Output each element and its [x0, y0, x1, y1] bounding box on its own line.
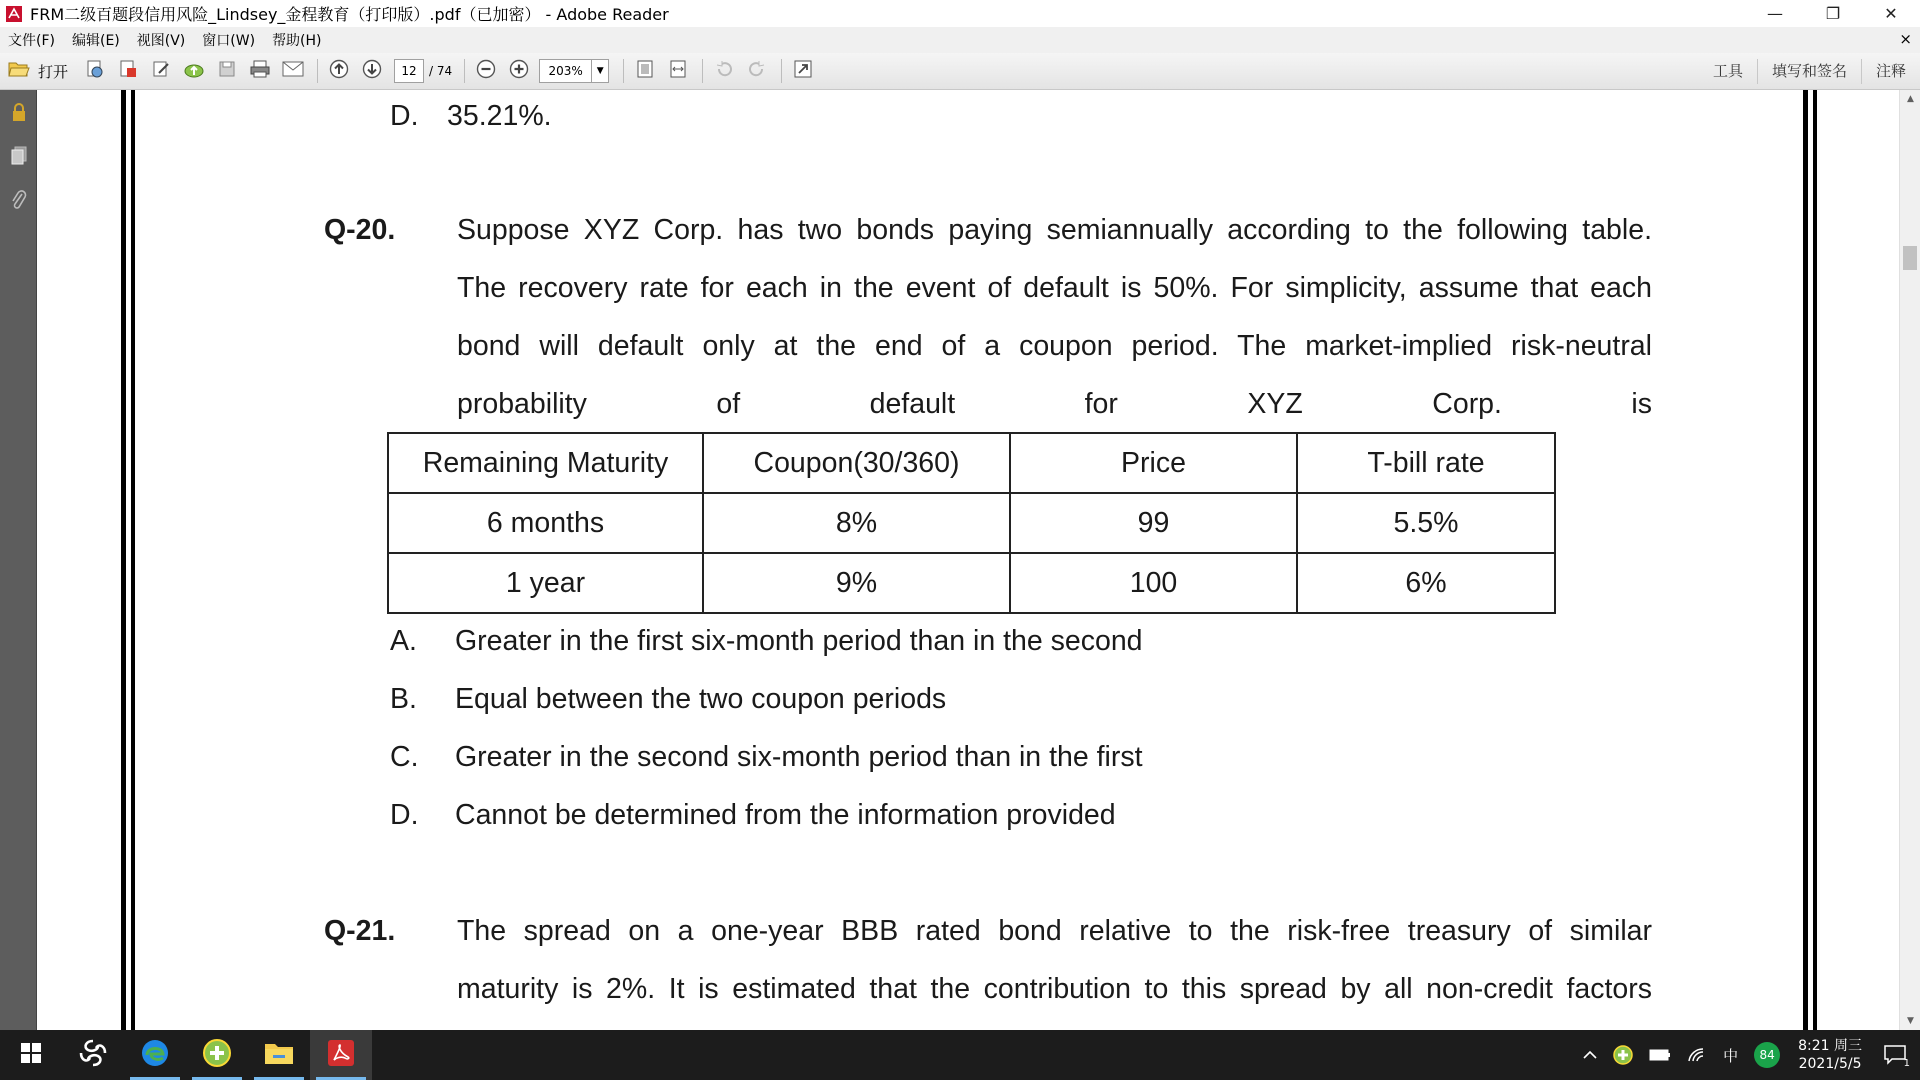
table-row — [388, 493, 1555, 553]
page-total: / 74 — [429, 64, 453, 78]
scroll-up-icon[interactable]: ▲ — [1907, 94, 1914, 104]
plus-circle-icon — [509, 59, 529, 83]
system-tray — [1575, 1030, 1920, 1080]
rotate-left-button[interactable] — [711, 58, 737, 84]
clock[interactable] — [1798, 1037, 1862, 1073]
next-page-button[interactable] — [359, 58, 385, 84]
option-letter: D. — [390, 799, 419, 831]
windows-logo-icon — [21, 1043, 41, 1067]
navigation-panel — [0, 90, 37, 1030]
printer-icon — [249, 59, 271, 83]
fit-width-icon — [668, 59, 688, 83]
previous-page-button[interactable] — [326, 58, 352, 84]
swirl-app-icon — [78, 1038, 108, 1072]
clock-date: 2021/5/5 — [1798, 1056, 1862, 1072]
menu-edit[interactable]: 编辑(E) — [71, 33, 120, 49]
question-21-line: The spread on a one-year BBB rated bond relative to the risk-free treasury of similar — [457, 915, 1652, 947]
menu-window[interactable]: 窗口(W) — [202, 33, 256, 49]
input-method-indicator[interactable]: 中 — [1723, 1046, 1739, 1065]
open-button[interactable] — [8, 60, 68, 82]
battery-level-value: 84 — [1754, 1042, 1780, 1068]
paperclip-icon[interactable] — [0, 178, 37, 222]
save-icon — [218, 60, 236, 82]
save-button[interactable] — [214, 58, 240, 84]
rotate-left-icon — [714, 59, 734, 83]
table-cell: 8% — [703, 493, 1010, 553]
chevron-up-icon[interactable] — [1583, 1050, 1597, 1060]
option-text: Greater in the first six-month period than in the second — [455, 625, 1143, 657]
menu-bar — [0, 27, 1920, 53]
taskbar-app-green[interactable] — [186, 1030, 248, 1080]
export-pdf-icon — [118, 59, 138, 83]
page-number-input[interactable]: 12 — [394, 59, 424, 83]
table-cell: 100 — [1010, 553, 1297, 613]
comment-link[interactable]: 注释 — [1861, 59, 1920, 84]
minimize-button[interactable]: — — [1767, 4, 1783, 23]
start-button[interactable] — [0, 1030, 62, 1080]
rotate-right-icon — [747, 59, 767, 83]
create-pdf-icon — [85, 59, 105, 83]
table-cell: 6% — [1297, 553, 1555, 613]
table-row — [388, 553, 1555, 613]
close-button[interactable]: ✕ — [1884, 4, 1898, 23]
table-cell: 99 — [1010, 493, 1297, 553]
table-cell: 9% — [703, 553, 1010, 613]
page-edge-left — [121, 90, 135, 1030]
toolbar-separator — [781, 59, 782, 83]
bond-table — [387, 432, 1556, 614]
scrollbar-thumb[interactable] — [1903, 246, 1917, 270]
chevron-down-icon: ▼ — [596, 66, 604, 76]
option-text: Greater in the second six-month period than in the first — [455, 741, 1143, 773]
page-edge-right — [1803, 90, 1817, 1030]
question-20-line: bond will default only at the end of a coupon period. The market-implied risk-neutral — [457, 330, 1652, 362]
option-letter: C. — [390, 741, 419, 773]
tools-link[interactable]: 工具 — [1712, 62, 1743, 80]
taskbar-app-acrobat[interactable] — [310, 1030, 372, 1080]
table-header: T-bill rate — [1297, 433, 1555, 493]
vertical-scrollbar[interactable] — [1899, 90, 1920, 1030]
export-pdf-button[interactable] — [115, 58, 141, 84]
email-button[interactable] — [280, 58, 306, 84]
close-document-button[interactable]: × — [1899, 30, 1912, 48]
wifi-icon[interactable] — [1687, 1047, 1707, 1063]
arrow-up-circle-icon — [329, 59, 349, 83]
table-header-row — [388, 433, 1555, 493]
zoom-value: 203% — [540, 60, 592, 82]
restore-button[interactable]: ❐ — [1825, 4, 1841, 23]
fit-page-icon — [635, 59, 655, 83]
fill-sign-link[interactable]: 填写和签名 — [1757, 59, 1861, 84]
notification-count: 1 — [1903, 1058, 1910, 1069]
question-20-line: The recovery rate for each in the event of default is 50%. For simplicity, assume that each — [457, 272, 1652, 304]
question-number-21: Q-21. — [324, 915, 396, 947]
toolbar-separator — [317, 59, 318, 83]
battery-level-badge[interactable] — [1754, 1042, 1780, 1068]
table-header: Price — [1010, 433, 1297, 493]
arrow-down-circle-icon — [362, 59, 382, 83]
folder-open-icon — [8, 60, 30, 82]
option-letter: B. — [390, 683, 417, 715]
document-view[interactable] — [37, 90, 1899, 1030]
table-cell: 6 months — [388, 493, 703, 553]
menu-view[interactable]: 视图(V) — [136, 33, 186, 49]
tray-green-plus-icon[interactable] — [1613, 1045, 1633, 1065]
full-screen-button[interactable] — [790, 58, 816, 84]
prev-option-letter: D. — [390, 100, 419, 132]
print-button[interactable] — [247, 58, 273, 84]
zoom-in-button[interactable] — [506, 58, 532, 84]
table-header: Coupon(30/360) — [703, 433, 1010, 493]
open-label: 打开 — [38, 62, 69, 81]
taskbar — [0, 1030, 1920, 1080]
fit-width-button[interactable] — [665, 58, 691, 84]
lock-icon[interactable] — [0, 90, 37, 134]
adobe-reader-icon — [4, 4, 24, 24]
taskbar-app-explorer[interactable] — [248, 1030, 310, 1080]
menu-help[interactable]: 帮助(H) — [272, 33, 322, 49]
table-header: Remaining Maturity — [388, 433, 703, 493]
envelope-icon — [282, 61, 304, 81]
option-letter: A. — [390, 625, 417, 657]
prev-option-text: 35.21%. — [447, 100, 552, 132]
option-text: Equal between the two coupon periods — [455, 683, 947, 715]
fit-page-button[interactable] — [632, 58, 658, 84]
scroll-down-icon[interactable]: ▼ — [1907, 1016, 1914, 1026]
zoom-out-button[interactable] — [473, 58, 499, 84]
folder-icon — [264, 1040, 294, 1070]
toolbar-separator — [702, 59, 703, 83]
clock-time: 8:21 周三 — [1798, 1038, 1862, 1054]
rotate-right-button[interactable] — [744, 58, 770, 84]
cloud-upload-icon — [183, 59, 205, 83]
notification-icon[interactable] — [1884, 1045, 1910, 1069]
minus-circle-icon — [476, 59, 496, 83]
option-text: Cannot be determined from the information provided — [455, 799, 1116, 831]
question-number-20: Q-20. — [324, 214, 396, 246]
question-20-line: probability of default for XYZ Corp. is — [457, 388, 1652, 420]
toolbar-separator — [464, 59, 465, 83]
question-21-text — [457, 915, 1652, 1030]
expand-icon — [793, 59, 813, 83]
edit-pdf-button[interactable] — [148, 58, 174, 84]
zoom-select[interactable] — [539, 59, 609, 83]
taskbar-app-edge[interactable] — [124, 1030, 186, 1080]
edit-icon — [151, 59, 171, 83]
acrobat-icon — [326, 1038, 356, 1072]
table-cell: 1 year — [388, 553, 703, 613]
battery-icon[interactable] — [1649, 1049, 1671, 1061]
menu-file[interactable]: 文件(F) — [8, 33, 55, 49]
toolbar — [0, 53, 1920, 90]
window-title: FRM二级百题段信用风险_Lindsey_金程教育（打印版）.pdf（已加密） - Adobe Reader — [30, 5, 669, 24]
question-20-line: Suppose XYZ Corp. has two bonds paying semiannually according to the following table. — [457, 214, 1652, 246]
question-20-text — [457, 214, 1652, 446]
pages-icon[interactable] — [0, 134, 37, 178]
title-bar — [0, 0, 1920, 27]
cloud-upload-button[interactable] — [181, 58, 207, 84]
edge-browser-icon — [140, 1038, 170, 1072]
question-21-line: maturity is 2%. It is estimated that the contribution to this spread by all non-credit factors — [457, 973, 1652, 1005]
create-pdf-button[interactable] — [82, 58, 108, 84]
table-cell: 5.5% — [1297, 493, 1555, 553]
taskbar-app-search[interactable] — [62, 1030, 124, 1080]
green-plus-app-icon — [202, 1038, 232, 1072]
toolbar-separator — [623, 59, 624, 83]
